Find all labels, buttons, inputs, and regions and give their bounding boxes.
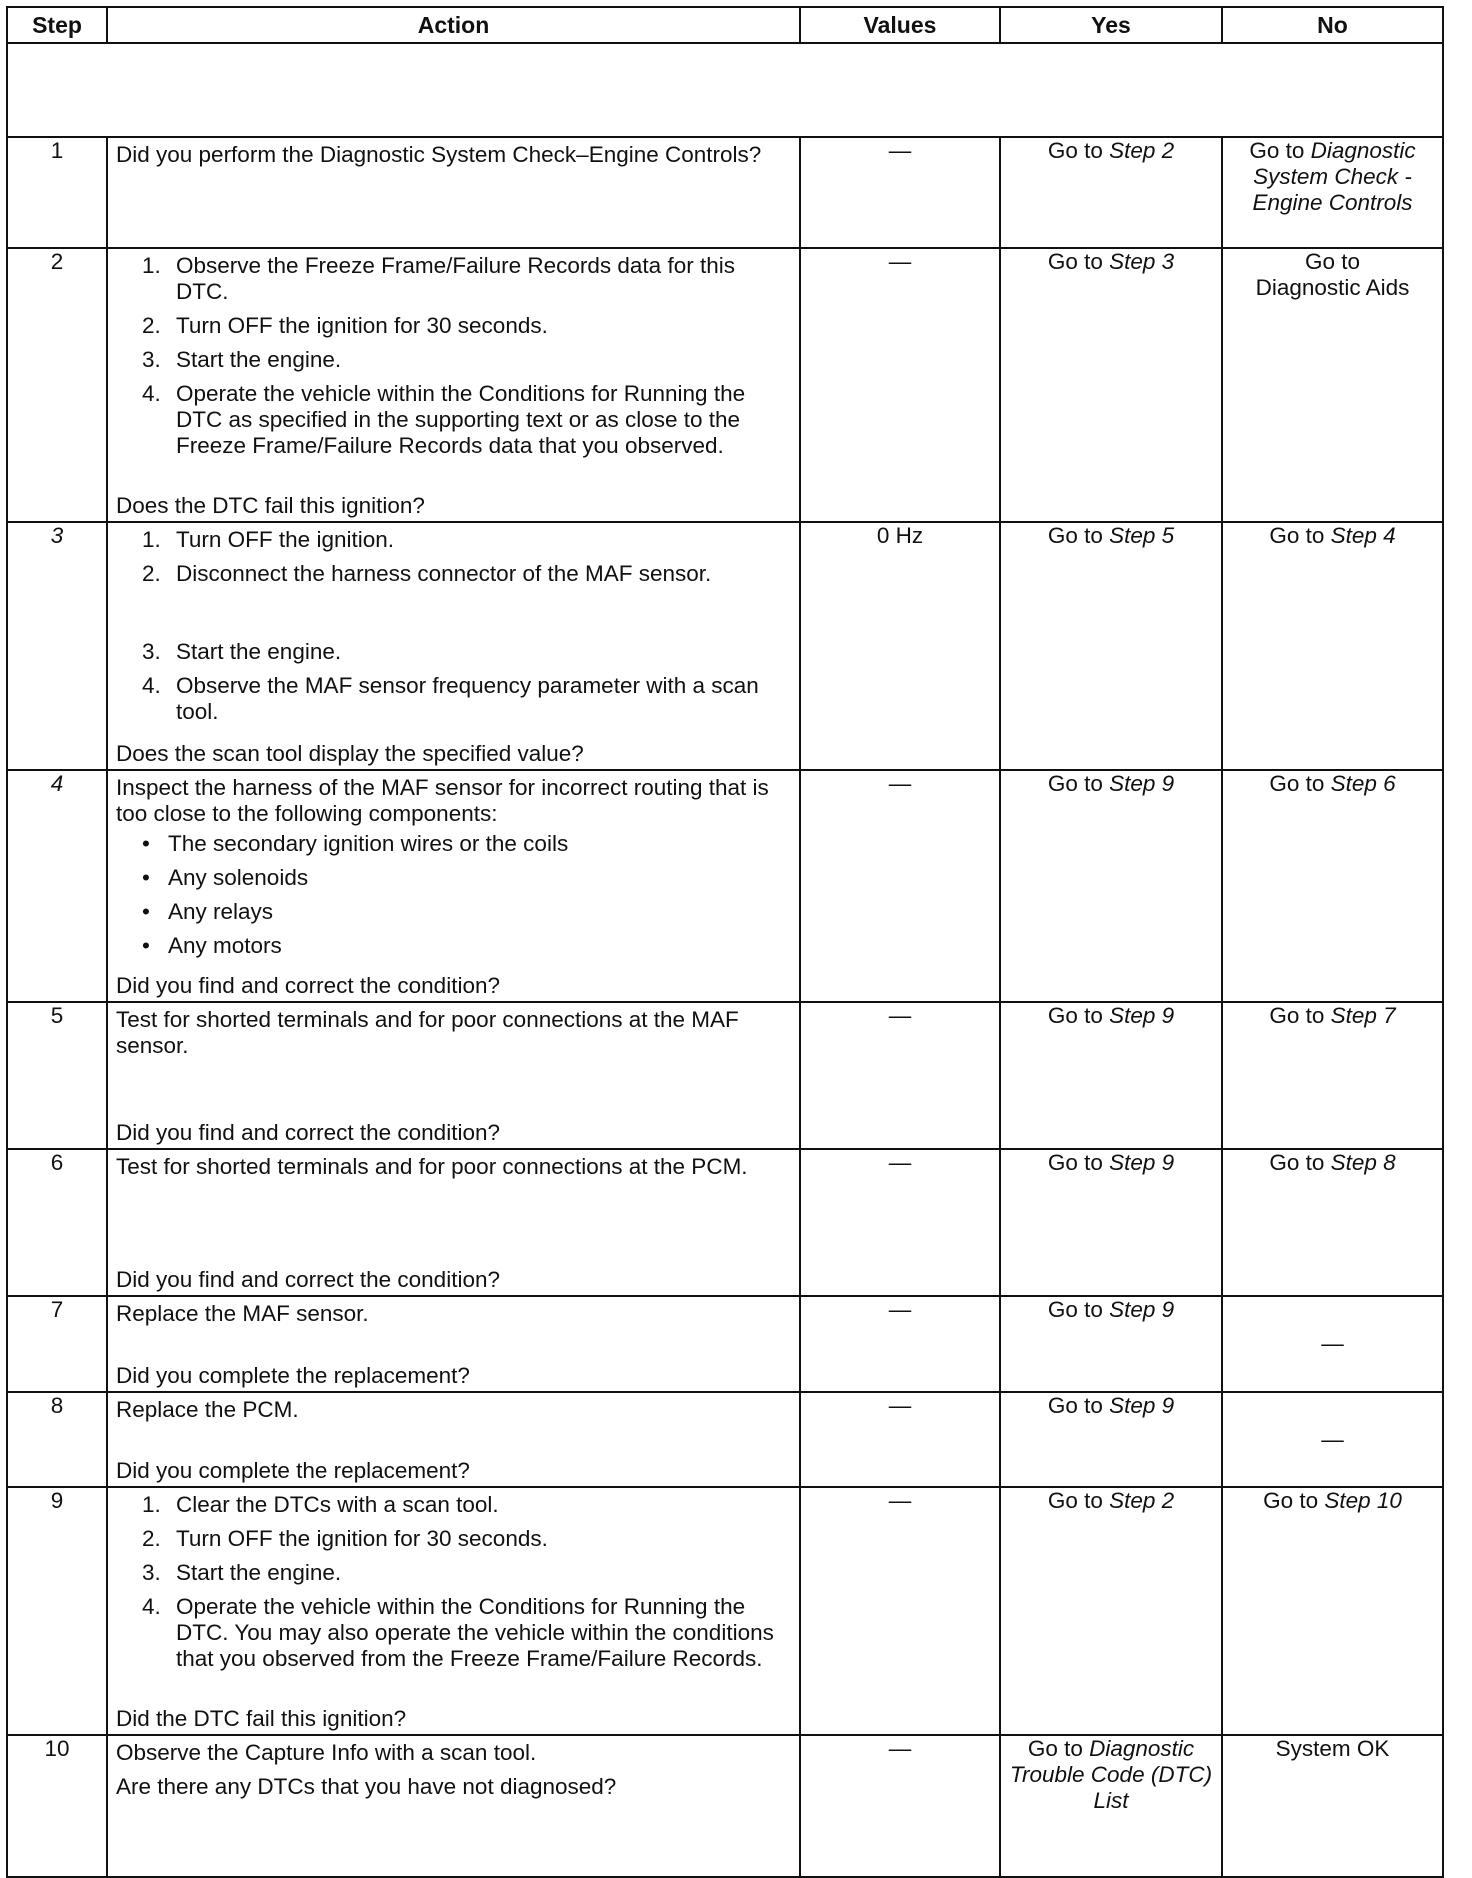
- list-item: 4. Operate the vehicle within the Conditions for Running the DTC. You may also operate the vehicle within the conditions that you observed from the Freeze Frame/Failure Records.: [142, 1594, 774, 1671]
- step-number: 3: [7, 522, 107, 770]
- no-prefix: Go to: [1269, 1003, 1331, 1028]
- action-cell: [107, 522, 800, 770]
- yes-prefix: Go to: [1047, 1393, 1110, 1418]
- action-intro: Replace the MAF sensor.: [116, 1301, 369, 1326]
- no-prefix: Go to: [1269, 771, 1331, 796]
- action-question: Did you perform the Diagnostic System Check–Engine Controls?: [116, 142, 762, 167]
- yes-prefix: Go to: [1047, 523, 1110, 548]
- values-cell: [800, 137, 1000, 248]
- action-question: Did you find and correct the condition?: [116, 1120, 500, 1145]
- yes-cell: [1000, 770, 1222, 1002]
- action-cell: [107, 1392, 800, 1487]
- values-cell: [800, 1149, 1000, 1296]
- action-cell: [107, 1002, 800, 1149]
- blank-row: [7, 43, 1443, 137]
- action-cell: [107, 248, 800, 522]
- no-cell: [1222, 1296, 1443, 1392]
- no-cell: [1222, 1149, 1443, 1296]
- no-prefix: Go to: [1249, 138, 1311, 163]
- list-item: • Any solenoids: [142, 865, 309, 890]
- list-item: 3. Start the engine.: [142, 1560, 342, 1585]
- yes-link[interactable]: Step 5: [1109, 523, 1175, 548]
- yes-cell: [1000, 1149, 1222, 1296]
- value-text: —: [888, 249, 912, 274]
- action-question: Did the DTC fail this ignition?: [116, 1706, 407, 1731]
- yes-link[interactable]: Step 9: [1109, 1297, 1175, 1322]
- yes-cell: [1000, 1002, 1222, 1149]
- yes-link[interactable]: Step 2: [1109, 1488, 1175, 1513]
- values-cell: [800, 1735, 1000, 1877]
- value-text: —: [888, 1297, 912, 1322]
- action-cell: [107, 137, 800, 248]
- table-row: [7, 770, 1443, 1002]
- table-row: [7, 1735, 1443, 1877]
- values-cell: [800, 1487, 1000, 1735]
- action-steps-continued: [116, 639, 793, 725]
- yes-link[interactable]: Step 9: [1109, 1393, 1175, 1418]
- header-row: [7, 7, 1443, 43]
- no-cell: [1222, 1487, 1443, 1735]
- list-item: 2. Disconnect the harness connector of the MAF sensor.: [142, 561, 712, 586]
- yes-link[interactable]: Diagnostic Trouble Code (DTC) List: [1009, 1736, 1213, 1813]
- yes-link[interactable]: Step 2: [1109, 138, 1175, 163]
- no-value: —: [1321, 1426, 1344, 1452]
- yes-cell: [1000, 1487, 1222, 1735]
- action-question: Did you find and correct the condition?: [116, 1267, 500, 1292]
- no-prefix: Go to: [1269, 1150, 1331, 1175]
- action-steps: [116, 253, 793, 467]
- action-question: Did you find and correct the condition?: [116, 973, 500, 998]
- list-item: 3. Start the engine.: [142, 639, 342, 664]
- step-number: 6: [7, 1149, 107, 1296]
- action-question: Does the DTC fail this ignition?: [116, 493, 425, 518]
- list-item: 1. Turn OFF the ignition.: [142, 527, 395, 552]
- yes-prefix: Go to: [1047, 138, 1110, 163]
- no-cell: [1222, 248, 1443, 522]
- table-row: [7, 137, 1443, 248]
- yes-cell: [1000, 522, 1222, 770]
- header-step: Step: [7, 7, 107, 43]
- table-row: [7, 1296, 1443, 1392]
- header-values: Values: [800, 7, 1000, 43]
- no-link[interactable]: Step 10: [1324, 1488, 1402, 1513]
- value-text: —: [888, 138, 912, 163]
- step-number: 2: [7, 248, 107, 522]
- value-text: —: [888, 1150, 912, 1175]
- yes-prefix: Go to: [1047, 1150, 1110, 1175]
- list-item: 4. Observe the MAF sensor frequency parameter with a scan tool.: [142, 673, 759, 724]
- action-intro: Test for shorted terminals and for poor connections at the MAF sensor.: [116, 1007, 739, 1058]
- value-text: —: [888, 1488, 912, 1513]
- action-intro: Test for shorted terminals and for poor connections at the PCM.: [116, 1154, 748, 1179]
- step-number: 9: [7, 1487, 107, 1735]
- step-number: 1: [7, 137, 107, 248]
- action-question: Did you complete the replacement?: [116, 1363, 470, 1388]
- table-row: [7, 1392, 1443, 1487]
- list-item: 3. Start the engine.: [142, 347, 342, 372]
- step-number: 5: [7, 1002, 107, 1149]
- action-cell: [107, 1149, 800, 1296]
- no-cell: [1222, 1002, 1443, 1149]
- header-action: Action: [107, 7, 800, 43]
- no-link[interactable]: Diagnostic Aids: [1255, 275, 1410, 300]
- yes-cell: [1000, 137, 1222, 248]
- header-yes: Yes: [1000, 7, 1222, 43]
- step-number: 8: [7, 1392, 107, 1487]
- action-question: Did you complete the replacement?: [116, 1458, 470, 1483]
- table-row: [7, 1487, 1443, 1735]
- blank-cell: [7, 43, 1443, 137]
- no-cell: [1222, 1735, 1443, 1877]
- no-link[interactable]: Step 6: [1330, 771, 1396, 796]
- table-row: [7, 522, 1443, 770]
- values-cell: [800, 770, 1000, 1002]
- action-intro: Observe the Capture Info with a scan tool.: [116, 1740, 537, 1765]
- component-list: [116, 831, 793, 959]
- list-item: 2. Turn OFF the ignition for 30 seconds.: [142, 313, 548, 338]
- list-item: 1. Clear the DTCs with a scan tool.: [142, 1492, 499, 1517]
- value-text: —: [888, 1736, 912, 1761]
- yes-cell: [1000, 1296, 1222, 1392]
- no-value: System OK: [1275, 1736, 1390, 1761]
- action-intro: Replace the PCM.: [116, 1397, 299, 1422]
- no-value: —: [1321, 1331, 1344, 1356]
- no-cell: [1222, 1392, 1443, 1487]
- value-text: —: [888, 771, 912, 796]
- yes-prefix: Go to: [1047, 771, 1110, 796]
- yes-link[interactable]: Step 9: [1109, 1150, 1175, 1175]
- yes-prefix: Go to: [1047, 249, 1110, 274]
- no-link[interactable]: Step 7: [1330, 1003, 1396, 1028]
- action-question: Are there any DTCs that you have not diagnosed?: [116, 1774, 617, 1799]
- yes-cell: [1000, 1392, 1222, 1487]
- step-number: 7: [7, 1296, 107, 1392]
- table-row: [7, 1149, 1443, 1296]
- action-steps: [116, 1492, 793, 1680]
- yes-prefix: Go to: [1047, 1003, 1110, 1028]
- action-intro: Inspect the harness of the MAF sensor for incorrect routing that is too close to the following components:: [116, 775, 769, 826]
- value-text: —: [888, 1003, 912, 1028]
- value-text: —: [888, 1393, 912, 1418]
- action-cell: [107, 1296, 800, 1392]
- values-cell: [800, 1002, 1000, 1149]
- no-cell: [1222, 770, 1443, 1002]
- yes-link[interactable]: Step 9: [1109, 1003, 1175, 1028]
- no-cell: [1222, 522, 1443, 770]
- values-cell: [800, 1392, 1000, 1487]
- yes-link[interactable]: Step 3: [1109, 249, 1175, 274]
- values-cell: [800, 1296, 1000, 1392]
- list-item: 2. Turn OFF the ignition for 30 seconds.: [142, 1526, 548, 1551]
- list-item: • The secondary ignition wires or the coils: [142, 831, 569, 856]
- yes-prefix: Go to: [1047, 1297, 1110, 1322]
- table-row: [7, 1002, 1443, 1149]
- no-link[interactable]: Diagnostic System Check - Engine Controls: [1252, 138, 1416, 215]
- no-link[interactable]: Step 8: [1330, 1150, 1396, 1175]
- diagnostic-table: [6, 6, 1444, 1878]
- action-question: Does the scan tool display the specified value?: [116, 741, 584, 766]
- yes-prefix: Go to: [1047, 1488, 1110, 1513]
- no-line-1: Go to: [1304, 249, 1361, 274]
- list-item: • Any relays: [142, 899, 274, 924]
- yes-cell: [1000, 248, 1222, 522]
- action-cell: [107, 1735, 800, 1877]
- yes-cell: [1000, 1735, 1222, 1877]
- step-number: 10: [7, 1735, 107, 1877]
- value-text: 0 Hz: [876, 523, 924, 548]
- list-item: 1. Observe the Freeze Frame/Failure Records data for this DTC.: [142, 253, 735, 304]
- yes-prefix: Go to: [1027, 1736, 1090, 1761]
- values-cell: [800, 248, 1000, 522]
- list-item: 4. Operate the vehicle within the Conditions for Running the DTC as specified in the supporting text or as close to the Freeze Frame/Failure Records data that you observed.: [142, 381, 746, 458]
- values-cell: [800, 522, 1000, 770]
- no-link[interactable]: Step 4: [1330, 523, 1396, 548]
- action-cell: [107, 1487, 800, 1735]
- yes-link[interactable]: Step 9: [1109, 771, 1175, 796]
- action-steps: [116, 527, 793, 587]
- no-cell: [1222, 137, 1443, 248]
- header-no: No: [1222, 7, 1443, 43]
- table-row: [7, 248, 1443, 522]
- no-prefix: Go to: [1269, 523, 1331, 548]
- list-item: • Any motors: [142, 933, 282, 958]
- action-cell: [107, 770, 800, 1002]
- step-number: 4: [7, 770, 107, 1002]
- no-prefix: Go to: [1263, 1488, 1325, 1513]
